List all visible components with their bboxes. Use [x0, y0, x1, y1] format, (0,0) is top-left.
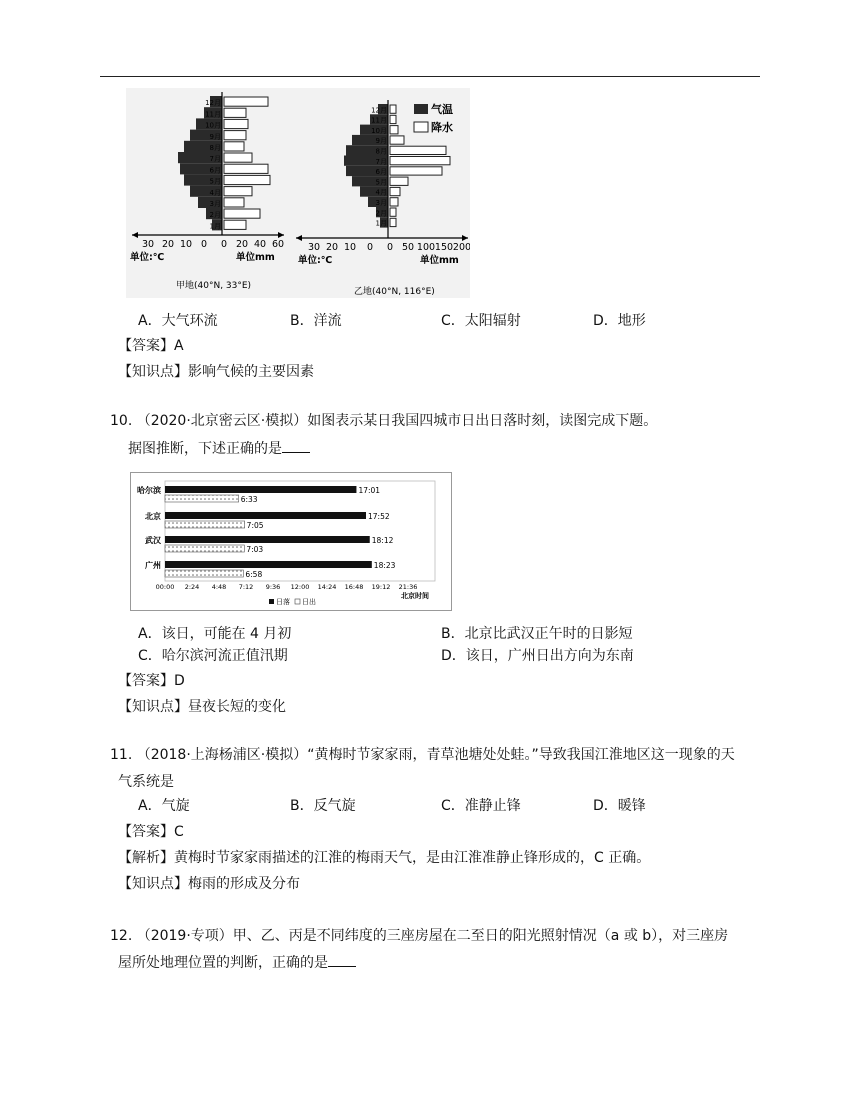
- q10-option-c: C．哈尔滨河流正值汛期: [138, 648, 288, 664]
- climate-figure: [126, 88, 470, 298]
- month-label: 2月: [209, 211, 221, 220]
- precipitation-tick-label: 150: [434, 242, 454, 253]
- answer-blank: [328, 952, 356, 967]
- precipitation-tick-label: 100: [416, 242, 436, 253]
- precipitation-tick-label: 0: [220, 239, 228, 250]
- sunrise-bar: [165, 521, 245, 528]
- q11-option-d: D．暖锋: [593, 798, 646, 814]
- answer-blank: [282, 438, 310, 453]
- x-tick-label: 7:12: [238, 583, 254, 591]
- precipitation-bar: [390, 136, 404, 144]
- precipitation-bar: [224, 175, 270, 184]
- q12-stem-line1: 12. （2019·专项）甲、乙、丙是不同纬度的三座房屋在二至日的阳光照射情况（a 或 b），对三座房: [110, 928, 729, 944]
- temperature-tick-label: 30: [141, 239, 155, 250]
- q10-stem-line2: 据图推断，下述正确的是: [128, 438, 310, 459]
- q12-stem-line2: 屋所处地理位置的判断，正确的是: [118, 952, 356, 973]
- x-tick-label: 12:00: [290, 583, 310, 591]
- sunrise-data-label: 6:58: [245, 570, 263, 579]
- precipitation-bar: [390, 105, 396, 113]
- legend-temperature-swatch: [414, 104, 428, 114]
- month-label: 12月: [205, 99, 221, 108]
- precipitation-bar: [390, 115, 396, 123]
- x-axis-label: 北京时间: [401, 592, 429, 600]
- legend-sunrise-swatch: [295, 599, 300, 604]
- precipitation-bar: [224, 108, 246, 117]
- legend-temperature-label: 气温: [431, 103, 453, 116]
- x-tick-label: 21:36: [398, 583, 418, 591]
- precipitation-bar: [224, 198, 244, 207]
- month-label: 7月: [375, 157, 387, 166]
- city-label: 北京: [145, 512, 161, 521]
- x-tick-label: 2:24: [184, 583, 200, 591]
- q11-knowledge: 【知识点】梅雨的形成及分布: [118, 876, 300, 892]
- month-label: 8月: [375, 147, 387, 156]
- precipitation-bar: [390, 167, 442, 175]
- legend-precipitation-swatch: [414, 122, 428, 132]
- sunset-bar: [165, 536, 370, 543]
- precipitation-bar: [224, 97, 268, 106]
- temperature-tick-label: 0: [200, 239, 208, 250]
- figure-background: [126, 88, 470, 298]
- sunset-data-label: 18:23: [373, 561, 396, 570]
- precipitation-tick-label: 50: [401, 242, 415, 253]
- sunrise-data-label: 7:03: [246, 545, 264, 554]
- q11-option-a: A．气旋: [138, 798, 190, 814]
- q10-option-d: D．该日，广州日出方向为东南: [441, 648, 634, 664]
- sunset-bar: [165, 561, 372, 568]
- q9-knowledge: 【知识点】影响气候的主要因素: [118, 364, 314, 380]
- precipitation-bar: [224, 153, 252, 162]
- temperature-tick-label: 20: [161, 239, 175, 250]
- sunset-data-label: 17:01: [358, 486, 381, 495]
- precipitation-bar: [390, 198, 398, 206]
- precipitation-unit-label: 单位mm: [236, 252, 275, 263]
- precipitation-unit-label: 单位mm: [420, 255, 459, 266]
- temperature-unit-label: 单位:℃: [298, 255, 333, 266]
- month-label: 10月: [371, 126, 387, 135]
- month-label: 9月: [375, 137, 387, 146]
- sunrise-bar: [165, 570, 243, 577]
- precipitation-bar: [224, 220, 246, 229]
- x-tick-label: 19:12: [371, 583, 391, 591]
- precipitation-bar: [390, 177, 408, 185]
- precipitation-bar: [224, 131, 246, 140]
- q11-answer: 【答案】C: [118, 824, 184, 840]
- q10-answer: 【答案】D: [118, 673, 185, 689]
- precipitation-bar: [390, 157, 450, 165]
- sunset-bar: [165, 486, 356, 493]
- sunrise-bar: [165, 545, 244, 552]
- month-label: 10月: [205, 121, 221, 130]
- x-tick-label: 14:24: [317, 583, 337, 591]
- q9-option-c: C．太阳辐射: [441, 313, 521, 329]
- month-label: 12月: [371, 106, 387, 115]
- sunset-bar: [165, 512, 366, 519]
- month-label: 4月: [375, 188, 387, 197]
- legend-sunset-swatch: [269, 599, 274, 604]
- x-tick-label: 9:36: [265, 583, 281, 591]
- city-label: 广州: [145, 561, 161, 570]
- precipitation-bar: [224, 209, 260, 218]
- city-label: 武汉: [145, 536, 161, 545]
- q11-stem-line1: 11. （2018·上海杨浦区·模拟）“黄梅时节家家雨，青草池塘处处蛙。”导致我国江淮地区这一现象的天: [110, 747, 735, 763]
- q9-option-a: A．大气环流: [138, 313, 218, 329]
- month-label: 11月: [371, 116, 387, 125]
- sunset-data-label: 18:12: [371, 536, 394, 545]
- month-label: 5月: [375, 178, 387, 187]
- precipitation-tick-label: 0: [386, 242, 394, 253]
- sunrise-data-label: 7:05: [246, 521, 264, 530]
- temperature-tick-label: 20: [325, 242, 339, 253]
- temperature-tick-label: 0: [366, 242, 374, 253]
- legend-precipitation-label: 降水: [431, 121, 453, 134]
- month-label: 9月: [209, 132, 221, 141]
- month-label: 6月: [209, 166, 221, 175]
- temperature-tick-label: 10: [179, 239, 193, 250]
- temperature-tick-label: 30: [307, 242, 321, 253]
- precipitation-bar: [390, 218, 396, 226]
- precipitation-bar: [390, 126, 398, 134]
- precipitation-tick-label: 60: [271, 239, 285, 250]
- q11-stem-line2: 气系统是: [118, 774, 174, 790]
- q10-knowledge: 【知识点】昼夜长短的变化: [118, 699, 286, 715]
- q11-analysis: 【解析】黄梅时节家家雨描述的江淮的梅雨天气，是由江淮准静止锋形成的，C 正确。: [118, 850, 651, 866]
- q9-answer: 【答案】A: [118, 338, 184, 354]
- precipitation-bar: [390, 146, 446, 154]
- station-caption: 甲地(40°N, 33°E): [176, 281, 252, 291]
- x-tick-label: 4:48: [211, 583, 227, 591]
- legend-sunset-label: 日落: [276, 598, 290, 606]
- sunrise-figure: [130, 472, 452, 611]
- x-tick-label: 16:48: [344, 583, 364, 591]
- precipitation-tick-label: 40: [253, 239, 267, 250]
- sunset-data-label: 17:52: [368, 512, 390, 521]
- month-label: 6月: [375, 168, 387, 177]
- climate-chart-svg: [126, 88, 470, 298]
- precipitation-bar: [390, 208, 396, 216]
- month-label: 3月: [375, 199, 387, 207]
- month-label: 7月: [209, 155, 221, 164]
- month-label: 2月: [375, 209, 387, 218]
- sunrise-data-label: 6:33: [240, 495, 258, 504]
- q10-option-b: B．北京比武汉正午时的日影短: [441, 626, 633, 642]
- q10-option-a: A．该日，可能在 4 月初: [138, 626, 292, 642]
- x-tick-label: 00:00: [155, 583, 175, 591]
- sunrise-bar: [165, 495, 239, 502]
- precipitation-tick-label: 200: [452, 242, 470, 253]
- month-label: 11月: [205, 110, 221, 119]
- precipitation-bar: [224, 164, 268, 173]
- precipitation-bar: [224, 142, 244, 151]
- precipitation-bar: [224, 119, 248, 128]
- station-caption: 乙地(40°N, 116°E): [354, 287, 435, 297]
- precipitation-tick-label: 20: [235, 239, 249, 250]
- temperature-tick-label: 10: [343, 242, 357, 253]
- city-label: 哈尔滨: [137, 486, 161, 495]
- month-label: 1月: [209, 222, 221, 231]
- q9-option-b: B．洋流: [290, 313, 342, 329]
- q11-option-c: C．准静止锋: [441, 798, 521, 814]
- month-label: 3月: [209, 200, 221, 208]
- month-label: 1月: [375, 219, 387, 228]
- header-rule: [100, 76, 760, 77]
- sunrise-chart-svg: [131, 473, 451, 610]
- temperature-unit-label: 单位:℃: [130, 252, 165, 263]
- precipitation-bar: [390, 187, 400, 195]
- precipitation-bar: [224, 187, 252, 196]
- legend-sunrise-label: 日出: [302, 598, 316, 606]
- month-label: 5月: [209, 177, 221, 186]
- month-label: 8月: [209, 144, 221, 152]
- q9-option-d: D．地形: [593, 313, 646, 329]
- q10-stem-line1: 10. （2020·北京密云区·模拟）如图表示某日我国四城市日出日落时刻，读图完成下题。: [110, 413, 658, 429]
- q11-option-b: B．反气旋: [290, 798, 356, 814]
- month-label: 4月: [209, 188, 221, 197]
